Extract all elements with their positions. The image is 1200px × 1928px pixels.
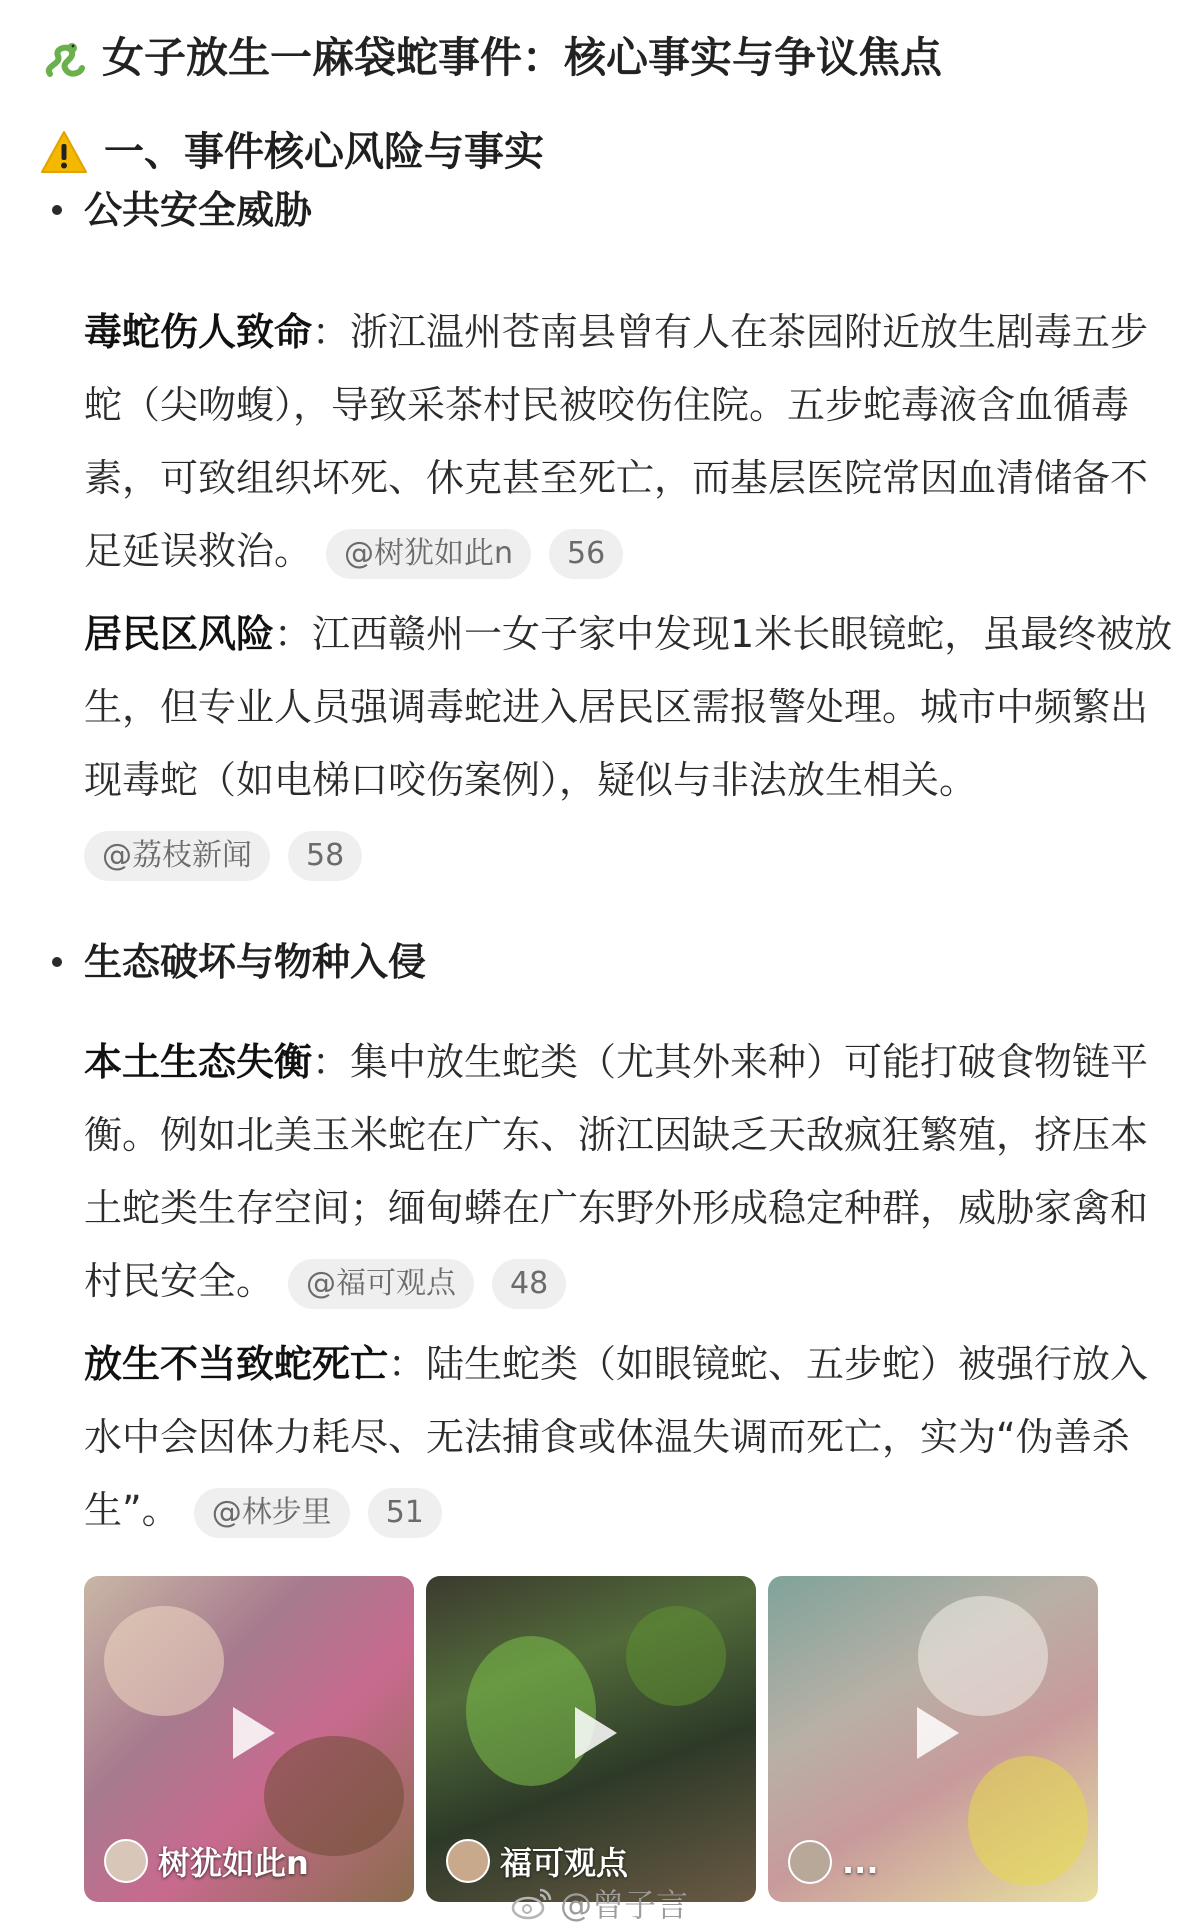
item-colon: ： [274,612,313,656]
video-author [788,1840,878,1884]
bullet-ecology [52,934,426,990]
item-label: 放生不当致蛇死亡 [84,1342,389,1386]
avatar [788,1840,832,1884]
video-author [446,1838,628,1884]
section-heading: 一、事件核心风险与事实 [104,129,544,175]
item-label: 居民区风险 [84,612,275,656]
image-region [968,1756,1088,1886]
item-label: 本土生态失衡 [84,1040,313,1084]
video-author [104,1838,309,1884]
reference-count-chip[interactable]: 58 [288,831,362,881]
paragraph-item [84,1026,1174,1318]
item-text: 集中放生蛇类（尤其外来种）可能打破食物链平衡。例如北美玉米蛇在广东、浙江因缺乏天敌疯狂繁殖，挤压本土蛇类生存空间；缅甸蟒在广东野外形成稳定种群，威胁家禽和村民安全。 [84,1040,1149,1303]
item-label: 毒蛇伤人致命 [84,310,313,354]
item-colon: ： [312,310,351,354]
source-chip[interactable]: @林步里 [194,1488,350,1538]
source-chip[interactable]: @福可观点 [288,1259,474,1309]
section-heading-row [40,124,544,180]
item-colon: ： [312,1040,351,1084]
warning-icon [40,129,88,175]
snake-icon [40,34,88,82]
source-chip[interactable]: @树犹如此n [326,529,531,579]
video-author-name: 树犹如此n [158,1844,309,1882]
play-icon[interactable] [557,1699,625,1767]
image-region [104,1606,224,1716]
video-thumbnail[interactable] [426,1576,756,1902]
bullet-public-safety [52,182,312,238]
bullet-label: 公共安全威胁 [84,188,313,232]
play-icon[interactable] [215,1699,283,1767]
image-region [918,1596,1048,1716]
paragraph-item [84,296,1174,588]
watermark [510,1880,688,1926]
bullet-label: 生态破坏与物种入侵 [84,940,427,984]
video-thumbnail[interactable] [768,1576,1098,1902]
item-text: 江西赣州一女子家中发现1米长眼镜蛇，虽最终被放生，但专业人员强调毒蛇进入居民区需报警处理。城市中频繁出现毒蛇（如电梯口咬伤案例），疑似与非法放生相关。 [84,612,1173,802]
item-text: 浙江温州苍南县曾有人在茶园附近放生剧毒五步蛇（尖吻蝮），导致采茶村民被咬伤住院。五步蛇毒液含血循毒素，可致组织坏死、休克甚至死亡，而基层医院常因血清储备不足延误救治。 [84,310,1149,573]
reference-count-chip[interactable]: 48 [492,1259,566,1309]
page-title-row [40,28,942,88]
video-thumbnail[interactable] [84,1576,414,1902]
bullet-dot [52,205,62,215]
reference-count-chip[interactable]: 51 [368,1488,442,1538]
weibo-icon [510,1886,554,1920]
play-icon[interactable] [899,1699,967,1767]
bullet-dot [52,957,62,967]
item-colon: ： [388,1342,427,1386]
paragraph-item [84,598,1174,890]
item-text: 陆生蛇类（如眼镜蛇、五步蛇）被强行放入水中会因体力耗尽、无法捕食或体温失调而死亡，实为“伪善杀生”。 [84,1342,1149,1532]
video-author-name: ... [842,1843,879,1881]
watermark-text: @曾子言 [560,1886,689,1924]
source-chip[interactable]: @荔枝新闻 [84,831,270,881]
video-thumbnail-row [84,1576,1098,1902]
image-region [626,1606,726,1706]
avatar [446,1839,490,1883]
avatar [104,1839,148,1883]
paragraph-item [84,1328,1174,1547]
reference-count-chip[interactable]: 56 [549,529,623,579]
page-title: 女子放生一麻袋蛇事件：核心事实与争议焦点 [102,33,943,82]
video-author-name: 福可观点 [500,1844,629,1882]
